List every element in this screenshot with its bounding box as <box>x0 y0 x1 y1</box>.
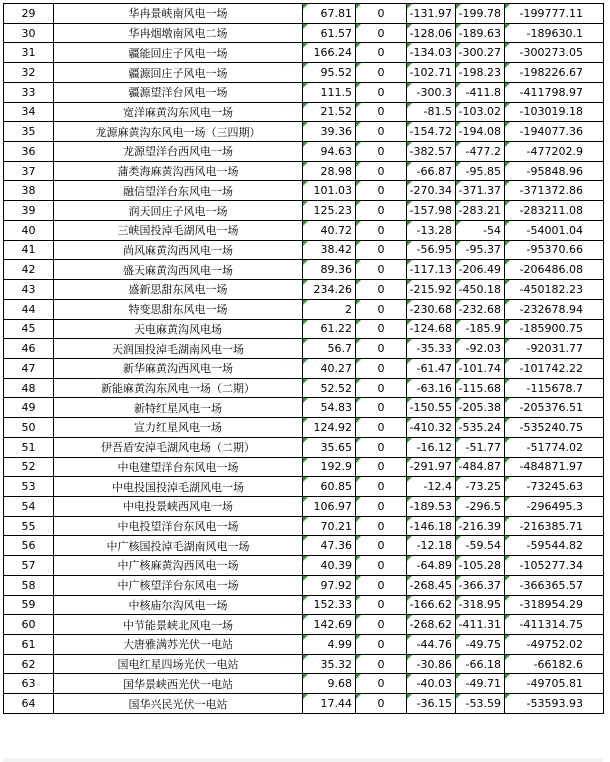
value-c-cell[interactable]: -101742.22 <box>505 358 604 378</box>
value-a-cell[interactable]: -61.47 <box>407 358 456 378</box>
table-row <box>4 477 604 497</box>
station-name-cell[interactable]: 新华麻黄沟西风电一场 <box>54 358 303 378</box>
value-c-cell[interactable]: -296495.3 <box>505 496 604 516</box>
zero-value-cell[interactable]: 0 <box>356 398 407 418</box>
row-number-cell[interactable]: 64 <box>4 694 54 714</box>
capacity-cell[interactable]: 35.65 <box>303 437 356 457</box>
row-number-cell[interactable]: 46 <box>4 339 54 359</box>
value-a-cell[interactable]: -12.18 <box>407 536 456 556</box>
value-a-cell[interactable]: -44.76 <box>407 635 456 655</box>
capacity-cell[interactable]: 38.42 <box>303 240 356 260</box>
table-row <box>4 516 604 536</box>
zero-value-cell[interactable]: 0 <box>356 240 407 260</box>
value-b-cell[interactable]: -477.2 <box>456 142 505 162</box>
capacity-cell[interactable]: 61.57 <box>303 23 356 43</box>
value-c-cell[interactable]: -103019.18 <box>505 102 604 122</box>
value-b-cell[interactable]: -535.24 <box>456 418 505 438</box>
zero-value-cell[interactable]: 0 <box>356 319 407 339</box>
capacity-cell[interactable]: 101.03 <box>303 181 356 201</box>
value-b-cell[interactable]: -59.54 <box>456 536 505 556</box>
value-a-cell[interactable]: -66.87 <box>407 161 456 181</box>
zero-value-cell[interactable]: 0 <box>356 437 407 457</box>
value-c-cell[interactable]: -366365.57 <box>505 575 604 595</box>
station-name-cell[interactable]: 天润国投淖毛湖南风电一场 <box>54 339 303 359</box>
station-name-cell[interactable]: 国华景峡西光伏一电站 <box>54 674 303 694</box>
value-a-cell[interactable]: -30.86 <box>407 654 456 674</box>
table-row <box>4 615 604 635</box>
value-b-cell[interactable]: -216.39 <box>456 516 505 536</box>
value-b-cell[interactable]: -205.38 <box>456 398 505 418</box>
value-b-cell[interactable]: -189.63 <box>456 23 505 43</box>
station-name-cell[interactable]: 中广核麻黄沟西风电一场 <box>54 556 303 576</box>
zero-value-cell[interactable]: 0 <box>356 102 407 122</box>
zero-value-cell[interactable]: 0 <box>356 4 407 24</box>
table-body <box>4 4 604 714</box>
value-c-cell[interactable]: -450182.23 <box>505 280 604 300</box>
value-c-cell[interactable]: -477202.9 <box>505 142 604 162</box>
table-row <box>4 240 604 260</box>
value-a-cell[interactable]: -102.71 <box>407 63 456 83</box>
zero-value-cell[interactable]: 0 <box>356 477 407 497</box>
capacity-cell[interactable]: 40.27 <box>303 358 356 378</box>
zero-value-cell[interactable]: 0 <box>356 201 407 221</box>
capacity-cell[interactable]: 70.21 <box>303 516 356 536</box>
table-row <box>4 260 604 280</box>
value-a-cell[interactable]: -131.97 <box>407 4 456 24</box>
station-name-cell[interactable]: 中广核国投淖毛湖南风电一场 <box>54 536 303 556</box>
value-c-cell[interactable]: -53593.93 <box>505 694 604 714</box>
capacity-cell[interactable]: 166.24 <box>303 43 356 63</box>
station-name-cell[interactable]: 特变思甜东风电一场 <box>54 299 303 319</box>
value-a-cell[interactable]: -268.45 <box>407 575 456 595</box>
zero-value-cell[interactable]: 0 <box>356 339 407 359</box>
station-name-cell[interactable]: 伊吾盾安淖毛湖风电场（二期） <box>54 437 303 457</box>
table-row <box>4 4 604 24</box>
zero-value-cell[interactable]: 0 <box>356 23 407 43</box>
value-a-cell[interactable]: -128.06 <box>407 23 456 43</box>
zero-value-cell[interactable]: 0 <box>356 496 407 516</box>
table-row <box>4 299 604 319</box>
table-row <box>4 358 604 378</box>
zero-value-cell[interactable]: 0 <box>356 536 407 556</box>
capacity-cell[interactable]: 106.97 <box>303 496 356 516</box>
row-number-cell[interactable]: 56 <box>4 536 54 556</box>
value-b-cell[interactable]: -199.78 <box>456 4 505 24</box>
station-name-cell[interactable]: 龙源望洋台西风电一场 <box>54 142 303 162</box>
row-number-cell[interactable]: 48 <box>4 378 54 398</box>
table-row <box>4 536 604 556</box>
value-c-cell[interactable]: -411798.97 <box>505 82 604 102</box>
capacity-cell[interactable]: 94.63 <box>303 142 356 162</box>
capacity-cell[interactable]: 124.92 <box>303 418 356 438</box>
value-c-cell[interactable]: -199777.11 <box>505 4 604 24</box>
value-b-cell[interactable]: -283.21 <box>456 201 505 221</box>
table-row <box>4 220 604 240</box>
value-b-cell[interactable]: -318.95 <box>456 595 505 615</box>
row-number-cell[interactable]: 44 <box>4 299 54 319</box>
table-row <box>4 280 604 300</box>
value-a-cell[interactable]: -13.28 <box>407 220 456 240</box>
row-number-cell[interactable]: 58 <box>4 575 54 595</box>
capacity-cell[interactable]: 67.81 <box>303 4 356 24</box>
station-name-cell[interactable]: 华冉烟墩南风电二场 <box>54 23 303 43</box>
value-c-cell[interactable]: -51774.02 <box>505 437 604 457</box>
capacity-cell[interactable]: 56.7 <box>303 339 356 359</box>
value-a-cell[interactable]: -270.34 <box>407 181 456 201</box>
value-b-cell[interactable]: -103.02 <box>456 102 505 122</box>
value-b-cell[interactable]: -101.74 <box>456 358 505 378</box>
zero-value-cell[interactable]: 0 <box>356 122 407 142</box>
zero-value-cell[interactable]: 0 <box>356 142 407 162</box>
row-number-cell[interactable]: 33 <box>4 82 54 102</box>
capacity-cell[interactable]: 95.52 <box>303 63 356 83</box>
value-c-cell[interactable]: -105277.34 <box>505 556 604 576</box>
zero-value-cell[interactable]: 0 <box>356 181 407 201</box>
value-a-cell[interactable]: -63.16 <box>407 378 456 398</box>
table-row <box>4 122 604 142</box>
value-c-cell[interactable]: -49752.02 <box>505 635 604 655</box>
value-b-cell[interactable]: -450.18 <box>456 280 505 300</box>
station-name-cell[interactable]: 中广核望洋台东风电一场 <box>54 575 303 595</box>
capacity-cell[interactable]: 192.9 <box>303 457 356 477</box>
table-row <box>4 674 604 694</box>
value-b-cell[interactable]: -198.23 <box>456 63 505 83</box>
row-number-cell[interactable]: 42 <box>4 260 54 280</box>
capacity-cell[interactable]: 142.69 <box>303 615 356 635</box>
value-c-cell[interactable]: -59544.82 <box>505 536 604 556</box>
zero-value-cell[interactable]: 0 <box>356 280 407 300</box>
value-a-cell[interactable]: -12.4 <box>407 477 456 497</box>
station-name-cell[interactable]: 疆源望洋台风电一场 <box>54 82 303 102</box>
station-name-cell[interactable]: 三峡国投淖毛湖风电一场 <box>54 220 303 240</box>
zero-value-cell[interactable]: 0 <box>356 457 407 477</box>
capacity-cell[interactable]: 61.22 <box>303 319 356 339</box>
table-row <box>4 43 604 63</box>
value-c-cell[interactable]: -411314.75 <box>505 615 604 635</box>
value-c-cell[interactable]: -206486.08 <box>505 260 604 280</box>
value-c-cell[interactable]: -283211.08 <box>505 201 604 221</box>
table-row <box>4 457 604 477</box>
row-number-cell[interactable]: 55 <box>4 516 54 536</box>
zero-value-cell[interactable]: 0 <box>356 516 407 536</box>
station-name-cell[interactable]: 新能麻黄沟东风电一场（二期） <box>54 378 303 398</box>
station-name-cell[interactable]: 宣力红星风电一场 <box>54 418 303 438</box>
value-a-cell[interactable]: -230.68 <box>407 299 456 319</box>
value-a-cell[interactable]: -40.03 <box>407 674 456 694</box>
capacity-cell[interactable]: 40.39 <box>303 556 356 576</box>
capacity-cell[interactable]: 47.36 <box>303 536 356 556</box>
zero-value-cell[interactable]: 0 <box>356 575 407 595</box>
station-name-cell[interactable]: 中电投望洋台东风电一场 <box>54 516 303 536</box>
value-c-cell[interactable]: -318954.29 <box>505 595 604 615</box>
value-c-cell[interactable]: -371372.86 <box>505 181 604 201</box>
capacity-cell[interactable]: 234.26 <box>303 280 356 300</box>
value-c-cell[interactable]: -300273.05 <box>505 43 604 63</box>
value-a-cell[interactable]: -64.89 <box>407 556 456 576</box>
station-name-cell[interactable]: 盛新思甜东风电一场 <box>54 280 303 300</box>
zero-value-cell[interactable]: 0 <box>356 82 407 102</box>
value-a-cell[interactable]: -16.12 <box>407 437 456 457</box>
station-name-cell[interactable]: 润天回庄子风电一场 <box>54 201 303 221</box>
row-number-cell[interactable]: 49 <box>4 398 54 418</box>
row-number-cell[interactable]: 40 <box>4 220 54 240</box>
table-row <box>4 595 604 615</box>
value-c-cell[interactable]: -115678.7 <box>505 378 604 398</box>
row-number-cell[interactable]: 53 <box>4 477 54 497</box>
row-number-cell[interactable]: 36 <box>4 142 54 162</box>
station-name-cell[interactable]: 中节能景峡北风电一场 <box>54 615 303 635</box>
zero-value-cell[interactable]: 0 <box>356 260 407 280</box>
value-a-cell[interactable]: -189.53 <box>407 496 456 516</box>
value-b-cell[interactable]: -54 <box>456 220 505 240</box>
value-a-cell[interactable]: -146.18 <box>407 516 456 536</box>
value-b-cell[interactable]: -484.87 <box>456 457 505 477</box>
table-row <box>4 339 604 359</box>
zero-value-cell[interactable]: 0 <box>356 694 407 714</box>
table-row <box>4 142 604 162</box>
station-name-cell[interactable]: 疆源回庄子风电一场 <box>54 63 303 83</box>
row-number-cell[interactable]: 39 <box>4 201 54 221</box>
zero-value-cell[interactable]: 0 <box>356 654 407 674</box>
value-b-cell[interactable]: -105.28 <box>456 556 505 576</box>
capacity-cell[interactable]: 125.23 <box>303 201 356 221</box>
row-number-cell[interactable]: 61 <box>4 635 54 655</box>
capacity-cell[interactable]: 40.72 <box>303 220 356 240</box>
table-row <box>4 418 604 438</box>
value-a-cell[interactable]: -382.57 <box>407 142 456 162</box>
value-a-cell[interactable]: -410.32 <box>407 418 456 438</box>
value-b-cell[interactable]: -296.5 <box>456 496 505 516</box>
zero-value-cell[interactable]: 0 <box>356 418 407 438</box>
table-row <box>4 181 604 201</box>
row-number-cell[interactable]: 34 <box>4 102 54 122</box>
capacity-cell[interactable]: 52.52 <box>303 378 356 398</box>
row-number-cell[interactable]: 57 <box>4 556 54 576</box>
value-c-cell[interactable]: -194077.36 <box>505 122 604 142</box>
table-row <box>4 437 604 457</box>
value-a-cell[interactable]: -268.62 <box>407 615 456 635</box>
row-number-cell[interactable]: 37 <box>4 161 54 181</box>
value-c-cell[interactable]: -95370.66 <box>505 240 604 260</box>
table-row <box>4 556 604 576</box>
zero-value-cell[interactable]: 0 <box>356 674 407 694</box>
value-c-cell[interactable]: -198226.67 <box>505 63 604 83</box>
value-b-cell[interactable]: -185.9 <box>456 319 505 339</box>
capacity-cell[interactable]: 39.36 <box>303 122 356 142</box>
table-row <box>4 496 604 516</box>
station-name-cell[interactable]: 宽洋麻黄沟东风电一场 <box>54 102 303 122</box>
table-row <box>4 63 604 83</box>
value-a-cell[interactable]: -154.72 <box>407 122 456 142</box>
row-number-cell[interactable]: 38 <box>4 181 54 201</box>
value-a-cell[interactable]: -150.55 <box>407 398 456 418</box>
value-c-cell[interactable]: -216385.71 <box>505 516 604 536</box>
station-name-cell[interactable]: 新特红星风电一场 <box>54 398 303 418</box>
row-number-cell[interactable]: 51 <box>4 437 54 457</box>
row-number-cell[interactable]: 43 <box>4 280 54 300</box>
sheet-bottom-edge <box>3 758 603 762</box>
value-b-cell[interactable]: -66.18 <box>456 654 505 674</box>
row-number-cell[interactable]: 62 <box>4 654 54 674</box>
value-a-cell[interactable]: -215.92 <box>407 280 456 300</box>
station-name-cell[interactable]: 大唐雅满苏光伏一电站 <box>54 635 303 655</box>
row-number-cell[interactable]: 52 <box>4 457 54 477</box>
value-b-cell[interactable]: -411.8 <box>456 82 505 102</box>
capacity-cell[interactable]: 60.85 <box>303 477 356 497</box>
value-b-cell[interactable]: -366.37 <box>456 575 505 595</box>
capacity-cell[interactable]: 89.36 <box>303 260 356 280</box>
table-row <box>4 82 604 102</box>
value-c-cell[interactable]: -66182.6 <box>505 654 604 674</box>
row-number-cell[interactable]: 47 <box>4 358 54 378</box>
row-number-cell[interactable]: 59 <box>4 595 54 615</box>
capacity-cell[interactable]: 2 <box>303 299 356 319</box>
station-name-cell[interactable]: 盛天麻黄沟西风电一场 <box>54 260 303 280</box>
table-row <box>4 201 604 221</box>
value-a-cell[interactable]: -124.68 <box>407 319 456 339</box>
row-number-cell[interactable]: 60 <box>4 615 54 635</box>
table-row <box>4 23 604 43</box>
station-name-cell[interactable]: 疆能回庄子风电一场 <box>54 43 303 63</box>
capacity-cell[interactable]: 9.68 <box>303 674 356 694</box>
row-number-cell[interactable]: 45 <box>4 319 54 339</box>
row-number-cell[interactable]: 32 <box>4 63 54 83</box>
row-number-cell[interactable]: 54 <box>4 496 54 516</box>
table-row <box>4 319 604 339</box>
row-number-cell[interactable]: 31 <box>4 43 54 63</box>
capacity-cell[interactable]: 35.32 <box>303 654 356 674</box>
station-name-cell[interactable]: 华冉景峡南风电一场 <box>54 4 303 24</box>
value-c-cell[interactable]: -205376.51 <box>505 398 604 418</box>
value-a-cell[interactable]: -117.13 <box>407 260 456 280</box>
value-b-cell[interactable]: -73.25 <box>456 477 505 497</box>
capacity-cell[interactable]: 4.99 <box>303 635 356 655</box>
value-c-cell[interactable]: -484871.97 <box>505 457 604 477</box>
zero-value-cell[interactable]: 0 <box>356 43 407 63</box>
table-row <box>4 161 604 181</box>
value-b-cell[interactable]: -206.49 <box>456 260 505 280</box>
row-number-cell[interactable]: 50 <box>4 418 54 438</box>
station-name-cell[interactable]: 融信望洋台东风电一场 <box>54 181 303 201</box>
value-b-cell[interactable]: -194.08 <box>456 122 505 142</box>
value-a-cell[interactable]: -56.95 <box>407 240 456 260</box>
value-c-cell[interactable]: -232678.94 <box>505 299 604 319</box>
zero-value-cell[interactable]: 0 <box>356 220 407 240</box>
value-a-cell[interactable]: -35.33 <box>407 339 456 359</box>
value-b-cell[interactable]: -300.27 <box>456 43 505 63</box>
row-number-cell[interactable]: 41 <box>4 240 54 260</box>
value-b-cell[interactable]: -49.71 <box>456 674 505 694</box>
station-name-cell[interactable]: 中电投国投淖毛湖风电一场 <box>54 477 303 497</box>
station-name-cell[interactable]: 中核庙尔沟风电一场 <box>54 595 303 615</box>
capacity-cell[interactable]: 17.44 <box>303 694 356 714</box>
zero-value-cell[interactable]: 0 <box>356 358 407 378</box>
station-name-cell[interactable]: 天电麻黄沟风电场 <box>54 319 303 339</box>
table-row <box>4 575 604 595</box>
value-b-cell[interactable]: -95.37 <box>456 240 505 260</box>
station-name-cell[interactable]: 蒲类海麻黄沟西风电一场 <box>54 161 303 181</box>
table-row <box>4 654 604 674</box>
station-name-cell[interactable]: 尚风麻黄沟西风电一场 <box>54 240 303 260</box>
value-c-cell[interactable]: -49705.81 <box>505 674 604 694</box>
value-b-cell[interactable]: -371.37 <box>456 181 505 201</box>
row-number-cell[interactable]: 63 <box>4 674 54 694</box>
table-row <box>4 398 604 418</box>
value-c-cell[interactable]: -185900.75 <box>505 319 604 339</box>
station-name-cell[interactable]: 中电建望洋台东风电一场 <box>54 457 303 477</box>
table-row <box>4 635 604 655</box>
data-table <box>3 3 604 714</box>
table-row <box>4 378 604 398</box>
table-row <box>4 694 604 714</box>
value-c-cell[interactable]: -54001.04 <box>505 220 604 240</box>
value-a-cell[interactable]: -157.98 <box>407 201 456 221</box>
value-a-cell[interactable]: -36.15 <box>407 694 456 714</box>
value-a-cell[interactable]: -134.03 <box>407 43 456 63</box>
value-c-cell[interactable]: -535240.75 <box>505 418 604 438</box>
zero-value-cell[interactable]: 0 <box>356 299 407 319</box>
zero-value-cell[interactable]: 0 <box>356 615 407 635</box>
zero-value-cell[interactable]: 0 <box>356 595 407 615</box>
station-name-cell[interactable]: 龙源麻黄沟东风电一场（三四期） <box>54 122 303 142</box>
zero-value-cell[interactable]: 0 <box>356 378 407 398</box>
zero-value-cell[interactable]: 0 <box>356 161 407 181</box>
zero-value-cell[interactable]: 0 <box>356 635 407 655</box>
zero-value-cell[interactable]: 0 <box>356 63 407 83</box>
capacity-cell[interactable]: 152.33 <box>303 595 356 615</box>
row-number-cell[interactable]: 35 <box>4 122 54 142</box>
station-name-cell[interactable]: 中电投景峡西风电一场 <box>54 496 303 516</box>
value-c-cell[interactable]: -189630.1 <box>505 23 604 43</box>
row-number-cell[interactable]: 30 <box>4 23 54 43</box>
row-number-cell[interactable]: 29 <box>4 4 54 24</box>
value-c-cell[interactable]: -95848.96 <box>505 161 604 181</box>
value-a-cell[interactable]: -166.62 <box>407 595 456 615</box>
value-b-cell[interactable]: -92.03 <box>456 339 505 359</box>
value-b-cell[interactable]: -95.85 <box>456 161 505 181</box>
capacity-cell[interactable]: 21.52 <box>303 102 356 122</box>
station-name-cell[interactable]: 国电红星四场光伏一电站 <box>54 654 303 674</box>
value-a-cell[interactable]: -291.97 <box>407 457 456 477</box>
capacity-cell[interactable]: 28.98 <box>303 161 356 181</box>
value-c-cell[interactable]: -73245.63 <box>505 477 604 497</box>
station-name-cell[interactable]: 国华兴民光伏一电站 <box>54 694 303 714</box>
value-b-cell[interactable]: -232.68 <box>456 299 505 319</box>
capacity-cell[interactable]: 111.5 <box>303 82 356 102</box>
value-a-cell[interactable]: -81.5 <box>407 102 456 122</box>
capacity-cell[interactable]: 97.92 <box>303 575 356 595</box>
value-b-cell[interactable]: -49.75 <box>456 635 505 655</box>
value-b-cell[interactable]: -51.77 <box>456 437 505 457</box>
value-b-cell[interactable]: -115.68 <box>456 378 505 398</box>
capacity-cell[interactable]: 54.83 <box>303 398 356 418</box>
value-a-cell[interactable]: -300.3 <box>407 82 456 102</box>
zero-value-cell[interactable]: 0 <box>356 556 407 576</box>
value-b-cell[interactable]: -53.59 <box>456 694 505 714</box>
value-c-cell[interactable]: -92031.77 <box>505 339 604 359</box>
value-b-cell[interactable]: -411.31 <box>456 615 505 635</box>
table-row <box>4 102 604 122</box>
